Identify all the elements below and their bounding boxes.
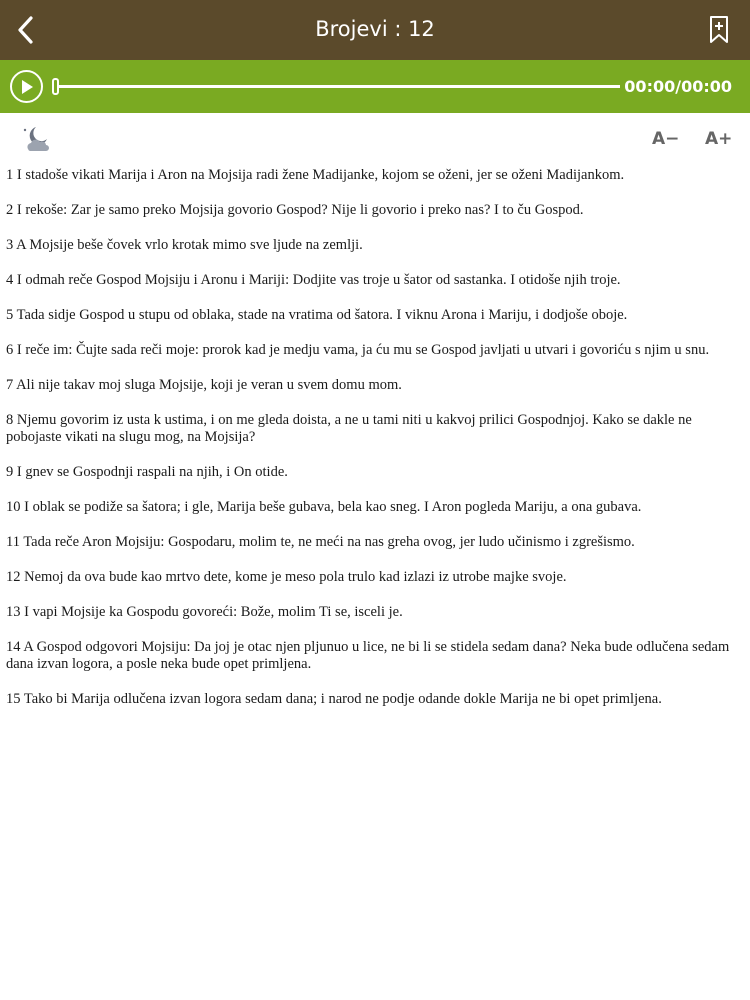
audio-player — [0, 60, 750, 113]
font-increase-button[interactable]: A+ — [705, 129, 733, 149]
verse: 12 Nemoj da ova bude kao mrtvo dete, kome je meso pola trulo kad izlazi iz utrobe majke svoje. — [6, 569, 567, 585]
verse: 10 I oblak se podiže sa šatora; i gle, Marija beše gubava, bela kao sneg. I Aron pogleda Mariju, a ona gubava. — [6, 499, 642, 515]
play-button[interactable] — [10, 70, 43, 103]
chapter-text — [6, 167, 746, 726]
moon-cloud-icon — [22, 124, 52, 154]
verse: 7 Ali nije takav moj sluga Mojsije, koji je veran u svem domu mom. — [6, 377, 402, 393]
font-decrease-button[interactable]: A− — [652, 129, 680, 149]
app-header — [0, 0, 750, 60]
page-title: Brojevi : 12 — [315, 17, 435, 41]
night-mode-button[interactable] — [22, 124, 52, 154]
bookmark-button[interactable] — [706, 14, 732, 46]
play-icon — [20, 79, 34, 95]
bookmark-add-icon — [708, 15, 730, 45]
back-button[interactable] — [6, 10, 46, 50]
verse: 4 I odmah reče Gospod Mojsiju i Aronu i Mariji: Dodjite vas troje u šator od sastanka. I otidoše njih troje. — [6, 272, 621, 288]
verse: 1 I stadoše vikati Marija i Aron na Mojsija radi žene Madijanke, kojom se oženi, jer se oženi Madijankom. — [6, 167, 625, 183]
verse: 3 A Mojsije beše čovek vrlo krotak mimo sve ljude na zemlji. — [6, 237, 363, 253]
playback-time: 00:00/00:00 — [624, 77, 732, 96]
chevron-left-icon — [15, 15, 37, 45]
verse: 11 Tada reče Aron Mojsiju: Gospodaru, molim te, ne meći na nas greha ovog, jer ludo učinismo i zgrešismo. — [6, 534, 635, 550]
verse: 15 Tako bi Marija odlučena izvan logora sedam dana; i narod ne podje odande dokle Marija ne bi opet primljena. — [6, 691, 662, 707]
verse: 8 Njemu govorim iz usta k ustima, i on me gleda doista, a ne u tami niti u kakvoj prilici Gospodnjoj. Kako se dakle ne pobojaste vikati na slugu mog, na Mojsija? — [6, 412, 692, 445]
verse: 5 Tada sidje Gospod u stupu od oblaka, stade na vratima od šatora. I viknu Arona i Mariju, i dodjoše oboje. — [6, 307, 628, 323]
verse: 9 I gnev se Gospodnji raspali na njih, i On otide. — [6, 464, 288, 480]
verse: 6 I reče im: Čujte sada reči moje: prorok kad je medju vama, ja ću mu se Gospod javljati u utvari i govoriću s njim u snu. — [6, 342, 710, 358]
seek-bar[interactable] — [54, 85, 620, 88]
seek-thumb[interactable] — [52, 78, 59, 95]
verse: 2 I rekoše: Zar je samo preko Mojsija govorio Gospod? Nije li govorio i preko nas? I to ču Gospod. — [6, 202, 584, 218]
verse: 13 I vapi Mojsije ka Gospodu govoreći: Bože, molim Ti se, isceli je. — [6, 604, 403, 620]
verse: 14 A Gospod odgovori Mojsiju: Da joj je otac njen pljunuo u lice, ne bi li se stidela sedam dana? Neka bude odlučena sedam dana izvan logora, a posle neka bude opet primljena. — [6, 639, 730, 672]
reading-toolbar — [0, 113, 750, 165]
